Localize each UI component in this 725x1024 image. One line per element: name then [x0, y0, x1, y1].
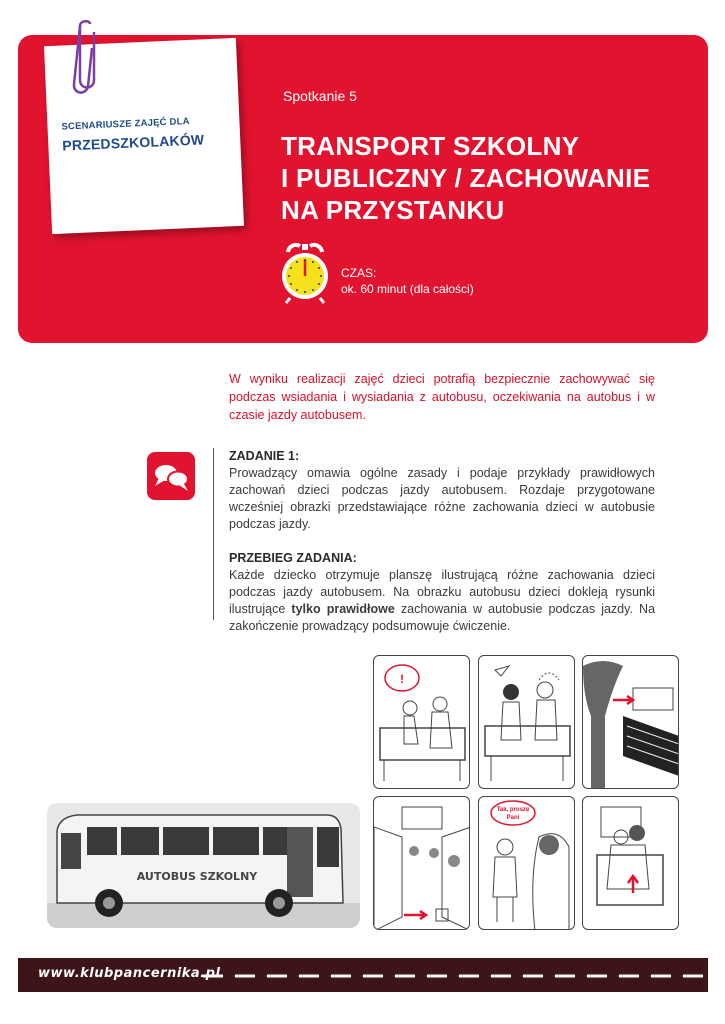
note-title: PRZEDSZKOLAKÓW [61, 131, 205, 154]
footer-dashes [203, 973, 703, 979]
bubble-text-line-1: Tak, proszę [496, 807, 530, 813]
task-block [229, 448, 655, 635]
bus-sign: AUTOBUS SZKOLNY [136, 870, 258, 883]
title-line-1: TRANSPORT SZKOLNY [281, 131, 580, 161]
alarm-clock-icon [280, 240, 330, 304]
footer-bar [18, 958, 708, 992]
process-heading: PRZEBIEG ZADANIA: [229, 551, 357, 565]
illustration-panel-4 [373, 796, 470, 930]
process-description [229, 567, 655, 635]
task-heading: ZADANIE 1: [229, 449, 300, 463]
bubble-exclaim: ! [400, 672, 404, 686]
learning-outcome: W wyniku realizacji zajęć dzieci potrafią bezpiecznie zachowywać się podczas wsiadania i wysiadania z autobusu, oczekiwania na autobus i w czasie jazdy autobusem. [229, 372, 655, 422]
time-label: CZAS: [341, 266, 377, 280]
title-line-3: NA PRZYSTANKU [281, 195, 505, 225]
page-title [281, 130, 701, 226]
illustration-panel-1 [373, 655, 470, 789]
meeting-number: Spotkanie 5 [283, 88, 357, 104]
footer-url: www.klubpancernika.pl [38, 966, 221, 981]
illustration-panel-3 [582, 655, 679, 789]
illustration-panel-5 [478, 796, 575, 930]
bubble-text-line-2: Pani [506, 815, 520, 821]
process-text-after: zachowania w autobusie podczas jazdy. Na zakończenie prowadzący podsumowuje ćwiczenie. [229, 602, 656, 633]
school-bus-photo [47, 803, 360, 928]
task-description: Prowadzący omawia ogólne zasady i podaje przykłady prawidłowych zachowań dzieci podczas jazdy autobusem. Rozdaje przygotowane wcześniej obrazki przedstawiające różne zachowania dzieci w autobusie podczas jazdy. [229, 466, 655, 531]
section-divider [213, 448, 214, 620]
process-text-before: Każde dziecko otrzymuje planszę ilustrującą różne zachowania dzieci podczas jazdy autobusem. Na obrazku autobusu dzieci dokleją rysunki ilustrujące [229, 568, 655, 616]
illustration-panel-2 [478, 655, 575, 789]
time-value: ok. 60 minut (dla całości) [341, 282, 474, 296]
illustration-panel-6 [582, 796, 679, 930]
title-line-2: I PUBLICZNY / ZACHOWANIE [281, 163, 651, 193]
process-text-bold: tylko prawidłowe [291, 602, 395, 616]
chat-bubbles-icon [147, 452, 195, 500]
paperclip-icon [66, 18, 100, 98]
note-subtitle: SCENARIUSZE ZAJĘĆ DLA [61, 115, 190, 133]
